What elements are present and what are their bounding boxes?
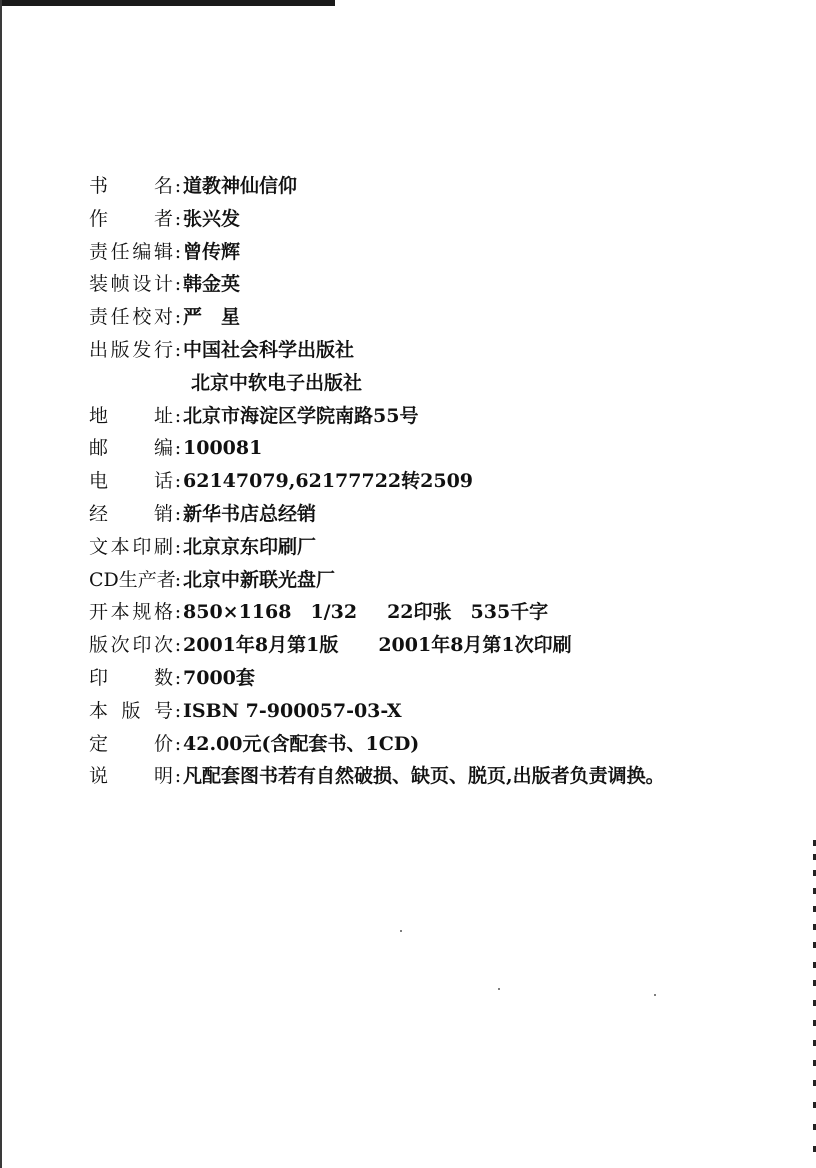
label: 开本规格 xyxy=(89,601,173,624)
price: 42.00元(含配套书、1CD) xyxy=(183,732,420,755)
row-note xyxy=(89,760,729,793)
colon: : xyxy=(174,732,182,755)
label: 印数 xyxy=(89,666,173,689)
printing: 2001年8月第1次印刷 xyxy=(378,634,572,657)
label: 邮编 xyxy=(89,437,173,460)
label: 出版发行 xyxy=(89,338,173,361)
editor: 曾传辉 xyxy=(183,240,241,263)
row-text-printer xyxy=(89,531,729,564)
co-publisher: 北京中软电子出版社 xyxy=(191,371,363,394)
colon: : xyxy=(174,207,182,230)
label: 文本印刷 xyxy=(89,535,173,558)
colophon-block xyxy=(89,170,729,793)
colon: : xyxy=(174,502,182,525)
colon: : xyxy=(174,175,182,197)
text-printer: 北京京东印刷厂 xyxy=(183,535,317,558)
colon: : xyxy=(174,273,182,296)
sheets-and-words: 22印张 535千字 xyxy=(387,601,549,624)
phone: 62147079,62177722转2509 xyxy=(183,470,474,493)
row-format xyxy=(89,596,729,629)
scan-edge-right xyxy=(782,840,816,1168)
label: 版次印次 xyxy=(89,634,173,657)
book-title: 道教神仙信仰 xyxy=(183,175,298,197)
scan-edge-left xyxy=(0,0,2,1168)
colon: : xyxy=(174,601,182,624)
scan-speck xyxy=(400,930,402,932)
label: 作者 xyxy=(89,207,173,230)
row-author xyxy=(89,203,729,236)
row-publisher xyxy=(89,334,729,367)
colon: : xyxy=(174,338,182,361)
row-publisher-2 xyxy=(89,367,729,400)
proofreader: 严 星 xyxy=(183,306,241,329)
address: 北京市海淀区学院南路55号 xyxy=(183,404,419,427)
note: 凡配套图书若有自然破损、缺页、脱页,出版者负责调换。 xyxy=(183,765,665,788)
row-postcode xyxy=(89,432,729,465)
colon: : xyxy=(174,765,182,788)
label: 书名 xyxy=(89,175,173,197)
colon: : xyxy=(174,699,182,722)
isbn: ISBN 7-900057-03-X xyxy=(183,699,402,722)
label: 定价 xyxy=(89,732,173,755)
colon: : xyxy=(174,535,182,558)
colon: : xyxy=(174,437,182,460)
scan-speck xyxy=(654,994,656,996)
label: 经销 xyxy=(89,502,173,525)
row-book-title xyxy=(89,170,729,203)
colon: : xyxy=(174,634,182,657)
colon: : xyxy=(174,240,182,263)
row-edition xyxy=(89,629,729,662)
row-phone xyxy=(89,465,729,498)
row-binding-design xyxy=(89,268,729,301)
label: 地址 xyxy=(89,404,173,427)
label: CD生产者 xyxy=(89,568,176,591)
row-address xyxy=(89,400,729,433)
label: 责任校对 xyxy=(89,306,173,329)
label: 本版号 xyxy=(89,699,173,722)
page-format: 850×1168 1/32 xyxy=(183,601,358,624)
print-run: 7000套 xyxy=(183,666,255,689)
row-proofreader xyxy=(89,301,729,334)
scan-edge-top xyxy=(0,0,335,6)
colon: : xyxy=(174,470,182,493)
author: 张兴发 xyxy=(183,207,241,230)
colon: : xyxy=(174,568,182,591)
publisher: 中国社会科学出版社 xyxy=(183,338,355,361)
postcode: 100081 xyxy=(183,437,263,460)
row-price xyxy=(89,728,729,761)
label: 责任编辑 xyxy=(89,240,173,263)
scan-speck xyxy=(498,988,500,990)
row-print-run xyxy=(89,662,729,695)
binding-designer: 韩金英 xyxy=(183,273,241,296)
row-editor xyxy=(89,236,729,269)
colon: : xyxy=(174,306,182,329)
edition: 2001年8月第1版 xyxy=(183,634,339,657)
cd-producer: 北京中新联光盘厂 xyxy=(183,568,336,591)
row-cd-producer xyxy=(89,564,729,597)
distributor: 新华书店总经销 xyxy=(183,502,317,525)
label: 装帧设计 xyxy=(89,273,173,296)
label: 说明 xyxy=(89,765,173,788)
label: 电话 xyxy=(89,470,173,493)
colon: : xyxy=(174,404,182,427)
row-distributor xyxy=(89,498,729,531)
colon: : xyxy=(174,666,182,689)
row-isbn xyxy=(89,695,729,728)
